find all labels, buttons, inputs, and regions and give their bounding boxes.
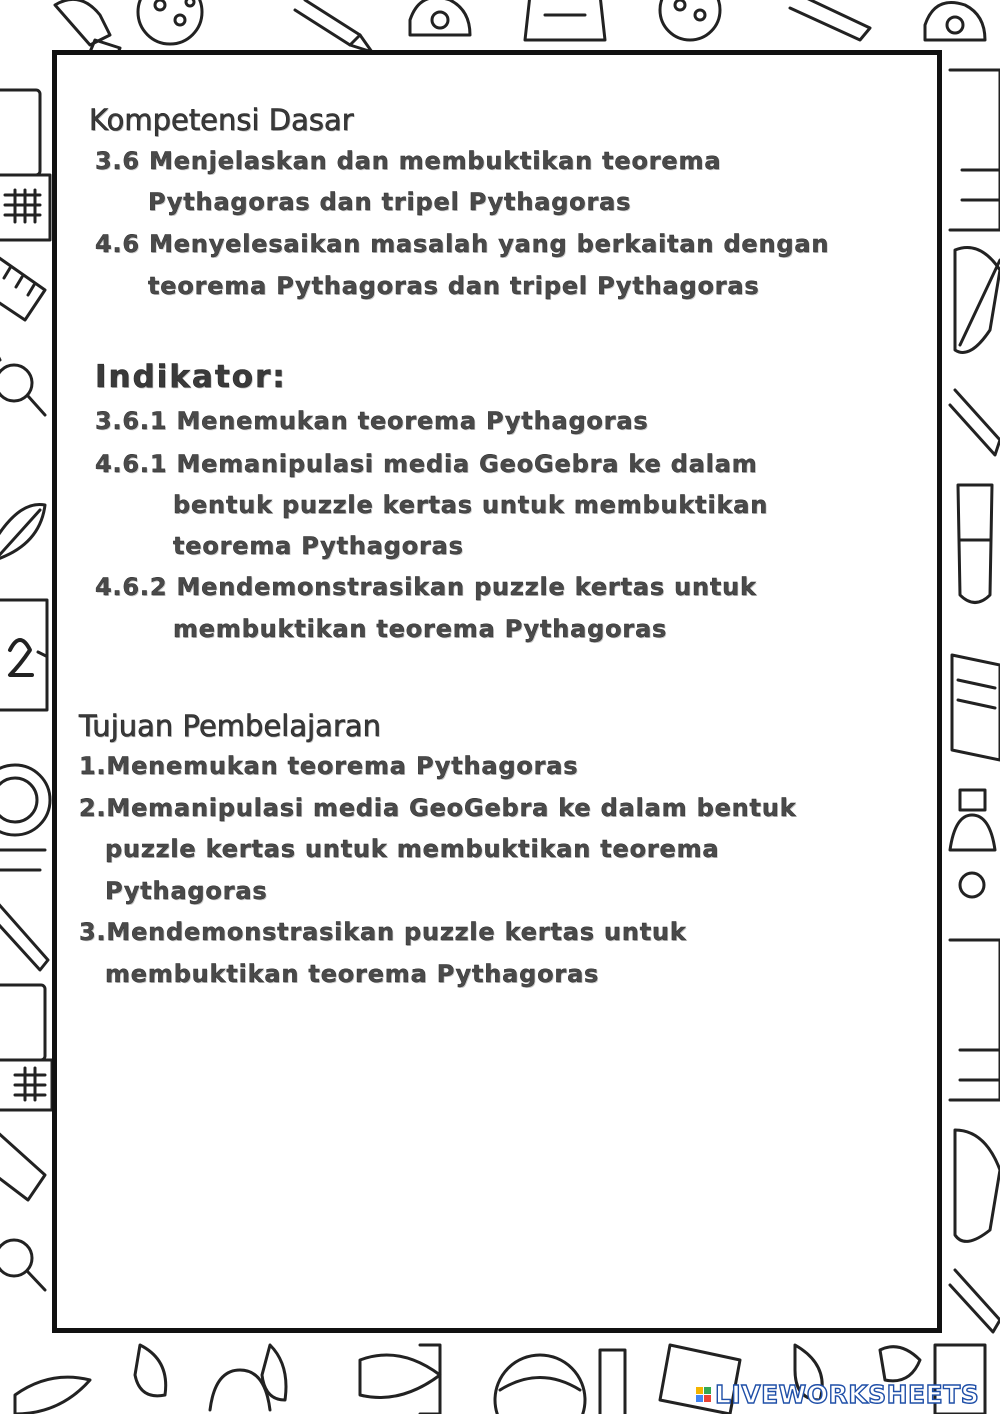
globe-icon xyxy=(0,765,50,870)
globe-icon xyxy=(495,1355,585,1414)
watermark-text: LIVEWORKSHEETS xyxy=(715,1379,980,1409)
backpack-icon xyxy=(525,0,605,40)
content-page xyxy=(52,50,942,1333)
kd-line-3: 4.6 Menyelesaikan masalah yang berkaitan dengan xyxy=(95,230,830,258)
laptop-icon xyxy=(0,985,52,1110)
liveworksheets-watermark[interactable] xyxy=(696,1380,979,1408)
palette-icon xyxy=(660,0,720,40)
magnifier-icon xyxy=(0,1240,45,1290)
indikator-line-5: 4.6.2 Mendemonstrasikan puzzle kertas untuk xyxy=(95,573,757,601)
tujuan-pembelajaran-heading: Tujuan Pembelajaran xyxy=(79,709,382,743)
indikator-heading: Indikator: xyxy=(95,359,287,395)
leaf-icon xyxy=(15,1377,90,1414)
kd-line-4: teorema Pythagoras dan tripel Pythagoras xyxy=(148,272,760,300)
tujuan-line-1: 1.Menemukan teorema Pythagoras xyxy=(79,752,579,780)
chalkboard-icon xyxy=(0,600,47,710)
indikator-line-2: 4.6.1 Memanipulasi media GeoGebra ke dalam xyxy=(95,450,758,478)
kompetensi-dasar-heading: Kompetensi Dasar xyxy=(89,103,354,137)
leaf-icon xyxy=(955,1130,1000,1241)
bell-icon xyxy=(925,3,985,41)
pencil-icon xyxy=(0,900,48,970)
laptop-icon xyxy=(0,90,50,240)
pencil-icon xyxy=(295,0,372,52)
tujuan-line-5: 3.Mendemonstrasikan puzzle kertas untuk xyxy=(79,918,687,946)
indikator-line-6: membuktikan teorema Pythagoras xyxy=(173,615,668,643)
backpack-icon xyxy=(950,70,1000,230)
ruler-icon xyxy=(0,255,45,320)
kd-line-1: 3.6 Menjelaskan dan membuktikan teorema xyxy=(95,147,722,175)
beaker-icon xyxy=(958,485,992,603)
book-icon xyxy=(952,655,1000,760)
indikator-line-3: bentuk puzzle kertas untuk membuktikan xyxy=(173,491,769,519)
leaf-icon xyxy=(135,1345,166,1396)
pencil-icon xyxy=(950,390,1000,455)
bell-icon xyxy=(410,0,470,35)
leaf-icon xyxy=(0,504,45,560)
pencil-icon xyxy=(790,0,870,40)
palette-icon xyxy=(138,0,202,44)
ruler-icon xyxy=(0,1130,45,1200)
magnifier-icon xyxy=(0,350,45,415)
liveworksheets-logo-icon xyxy=(696,1387,711,1402)
tujuan-line-2: 2.Memanipulasi media GeoGebra ke dalam bentuk xyxy=(79,794,797,822)
pencil-icon xyxy=(950,1270,1000,1332)
indikator-line-4: teorema Pythagoras xyxy=(173,532,464,560)
tujuan-line-6: membuktikan teorema Pythagoras xyxy=(105,960,600,988)
tujuan-line-3: puzzle kertas untuk membuktikan teorema xyxy=(105,835,720,863)
backpack-icon xyxy=(950,940,1000,1100)
kd-line-2: Pythagoras dan tripel Pythagoras xyxy=(148,188,632,216)
indikator-line-1: 3.6.1 Menemukan teorema Pythagoras xyxy=(95,407,649,435)
tujuan-line-4: Pythagoras xyxy=(105,877,268,905)
leaf-icon xyxy=(955,248,1000,353)
leaf-icon xyxy=(360,1355,440,1398)
bell-icon xyxy=(950,790,995,897)
